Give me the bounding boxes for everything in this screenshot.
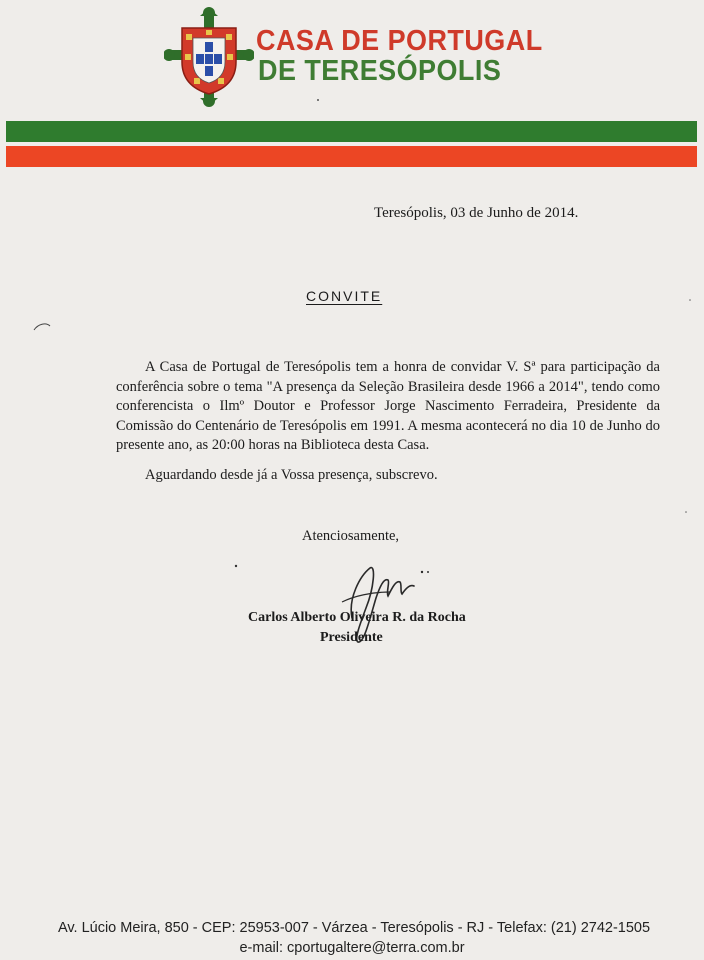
letterhead-footer — [0, 918, 704, 958]
letter-title: CONVITE — [306, 288, 383, 304]
letter-body — [116, 358, 660, 485]
footer-email: e-mail: cportugaltere@terra.com.br — [239, 940, 465, 956]
paragraph-invitation: A Casa de Portugal de Teresópolis tem a honra de convidar V. Sª para participação da conferência sobre o tema "A presença da Seleção Brasileira desde 1966 a 2014", tendo como conferencista o Ilmº Doutor e Professor Jorge Nascimento Ferradeira, Presidente da Comissão do Centenário de Teresópolis em 1991. A mesma acontecerá no dia 10 de Junho do presente ano, as 20:00 horas na Biblioteca desta Casa. — [116, 359, 660, 453]
letter-closing: Atenciosamente, — [302, 528, 400, 544]
red-band-divider — [6, 146, 697, 167]
organization-name-line1: CASA DE PORTUGAL — [256, 25, 543, 57]
letter-date: Teresópolis, 03 de Junho de 2014. — [374, 205, 579, 221]
footer-address: Av. Lúcio Meira, 850 - CEP: 25953-007 - Várzea - Teresópolis - RJ - Telefax: (21) 2742-1505 — [57, 920, 651, 936]
signer-title: Presidente — [320, 630, 383, 645]
green-band-divider — [6, 121, 697, 142]
organization-name — [256, 26, 564, 86]
signer-name: Carlos Alberto Oliveira R. da Rocha — [248, 610, 466, 625]
portuguese-coat-of-arms-icon — [164, 6, 254, 108]
paragraph-closing-line: Aguardando desde já a Vossa presença, subscrevo. — [145, 466, 438, 483]
organization-name-line2: DE TERESÓPOLIS — [258, 55, 502, 87]
